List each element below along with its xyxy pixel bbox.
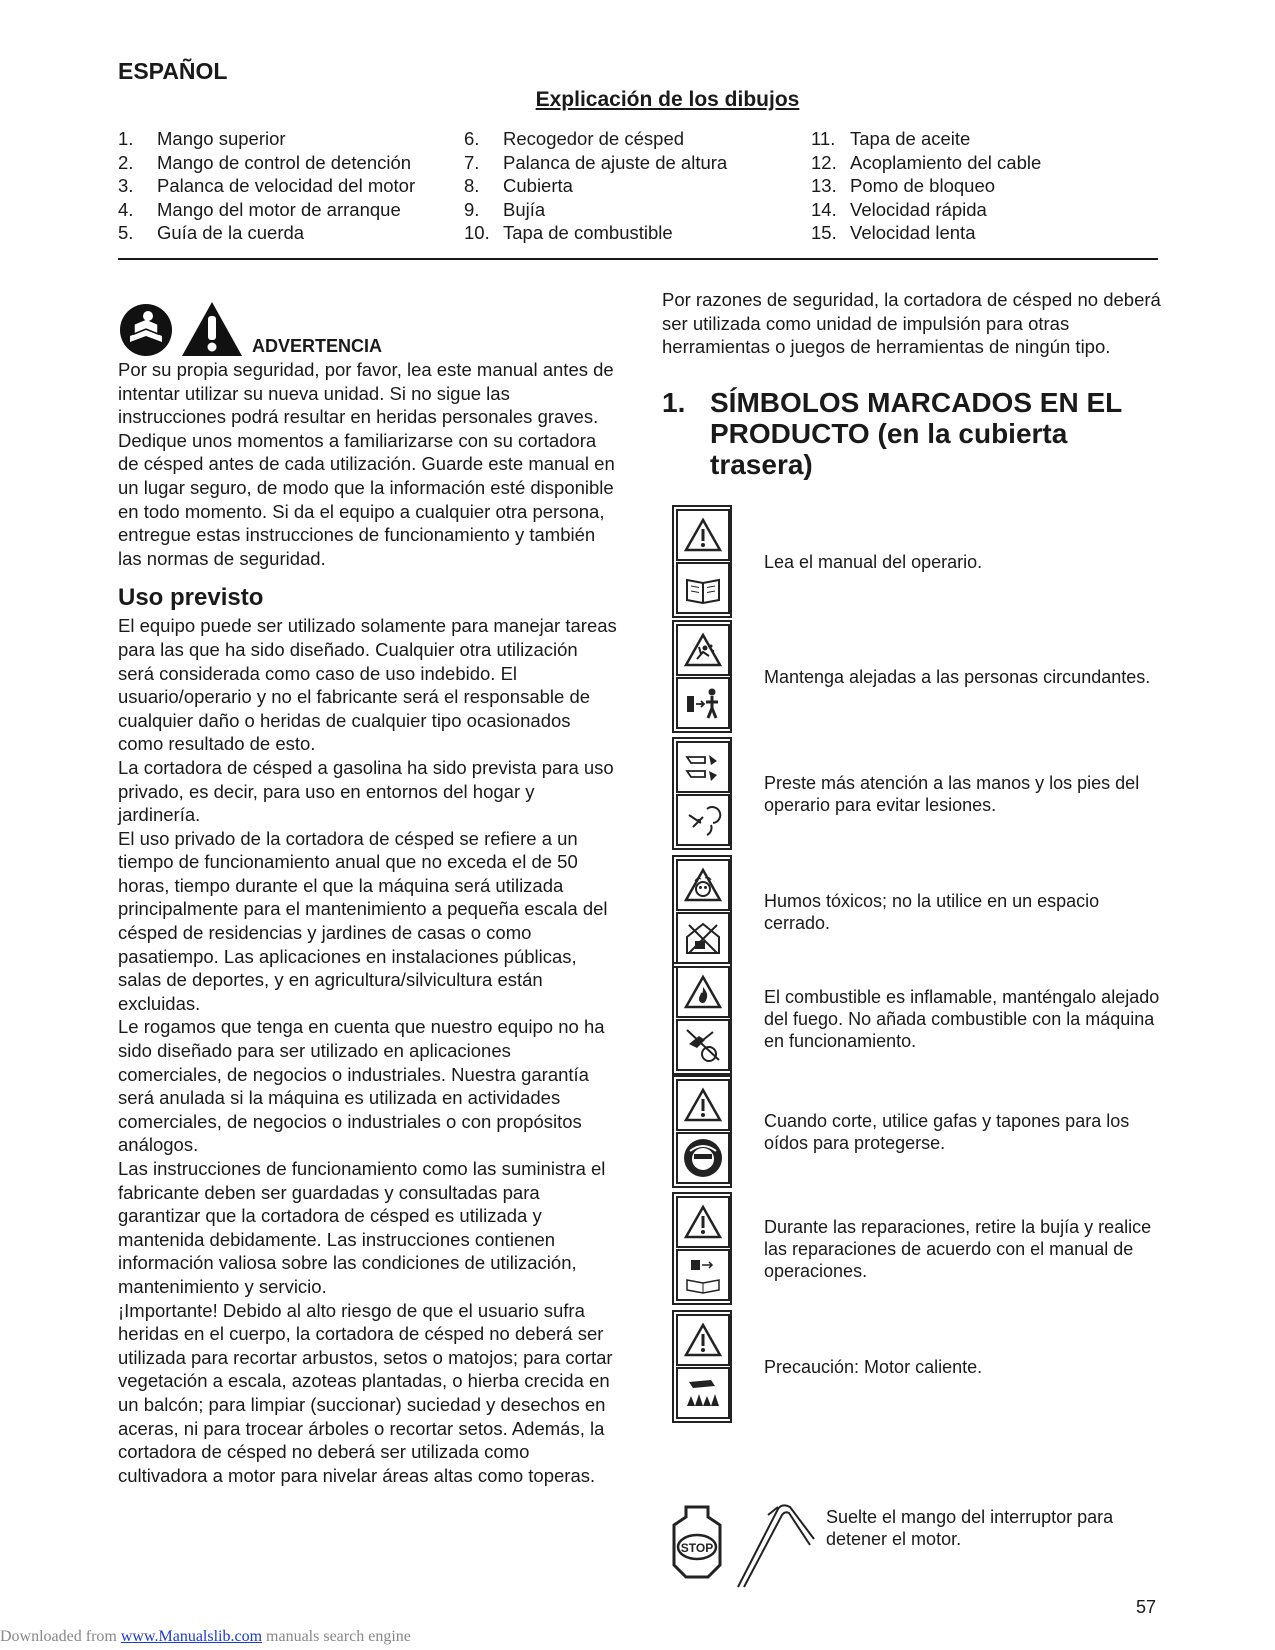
intended-use-paragraph: El uso privado de la cortadora de césped se refiere a un tiempo de funcionamiento anual que no exceda el de 50 horas, tiempo durante el que la máquina será utilizada principalmente para el mantenimiento a pequeña escala del césped de residencias y jardines de casas o como pasatiempo. Las aplicaciones en instalaciones públicas, salas de deportes, y en agricultura/silvicultura están excluidas. (118, 827, 608, 1014)
symbol-icon-group (672, 855, 732, 968)
legend-column-2 (464, 127, 811, 245)
legend-item: 4. Mango del motor de arranque (118, 198, 401, 220)
stop-description: Suelte el mango del interruptor para detener el motor. (826, 1507, 1114, 1549)
safety-intro-text: Por razones de seguridad, la cortadora de césped no deberá ser utilizada como unidad de impulsión para otras herramientas o juegos de herramientas de ningún tipo. (662, 289, 1161, 358)
symbol-row (672, 855, 1172, 968)
warning-triangle-icon (676, 1314, 730, 1366)
symbol-icon-group (672, 620, 732, 733)
hands-blade-icon (676, 741, 730, 793)
legend-item: 8. Cubierta (464, 175, 573, 196)
section-divider (118, 258, 1158, 260)
legend-item: 13. Pomo de bloqueo (811, 175, 996, 196)
right-column (662, 288, 1162, 480)
no-enclosed-space-icon (676, 912, 730, 964)
intended-use-paragraph: Le rogamos que tenga en cuenta que nuestro equipo no ha sido diseñado para ser utilizado en aplicaciones comerciales, de negocios o industriales. Nuestra garantía será anulada si la máquina es utilizada en actividades comerciales, de negocios o industriales o con propósitos análogos. (118, 1016, 605, 1156)
thrown-objects-warning-icon (676, 624, 730, 676)
symbol-icon-group (672, 1075, 732, 1188)
symbol-description: Lea el manual del operario. (764, 551, 983, 572)
legend-item: 1. Mango superior (118, 128, 286, 149)
stop-symbol-row (668, 1500, 1168, 1590)
keep-distance-icon (676, 677, 730, 729)
warning-text: Por su propia seguridad, por favor, lea este manual antes de intentar utilizar su nueva unidad. Si no sigue las instrucciones podrá resultar en heridas personales graves. Dedique unos momentos a familiarizarse con su cortadora de césped antes de cada utilización. Guarde este manual en un lugar seguro, de modo que la información esté disponible en todo momento. Si da el equipo a cualquier otra persona, entregue estas instrucciones de funcionamiento y también las normas de seguridad. (118, 359, 615, 569)
symbol-row (672, 1310, 1172, 1423)
legend-item: 11. Tapa de aceite (811, 128, 971, 149)
symbol-row (672, 737, 1172, 850)
manualslib-link[interactable]: www.Manualslib.com (120, 1628, 263, 1645)
legend-column-3 (811, 127, 1041, 245)
drawing-legend (118, 127, 1158, 245)
legend-item: 12. Acoplamiento del cable (811, 151, 1042, 173)
symbol-icon-group (672, 962, 732, 1075)
intended-use-paragraph: ¡Importante! Debido al alto riesgo de que el usuario sufra heridas en el cuerpo, la cortadora de césped no deberá ser utilizada para recortar arbustos, setos o matojos; para cortar vegetación a escala, azoteas plantadas, o hierba crecida en un balcón; para limpiar (succionar) suciedad y desechos en aceras, ni para trocear árboles o recortar setos. Además, la cortadora de césped no deberá ser utilizada como cultivadora a motor para nivelar áreas altas como toperas. (118, 1299, 613, 1486)
legend-item: 9. Bujía (464, 198, 546, 220)
hot-surface-icon (676, 1367, 730, 1419)
legend-column-1 (118, 127, 464, 245)
legend-item: 15. Velocidad lenta (811, 222, 976, 243)
symbol-icon-group (672, 505, 732, 618)
feet-blade-icon (676, 794, 730, 846)
intended-use-paragraph: Las instrucciones de funcionamiento como las suministra el fabricante deben ser guardadas y consultadas para garantizar que la cortadora de césped es utilizada y mantenida debidamente. Las instrucciones contienen información valiosa sobre las condiciones de utilización, mantenimiento y servicio. (118, 1158, 606, 1297)
toxic-fumes-icon (676, 859, 730, 911)
flammable-warning-icon (676, 966, 730, 1018)
legend-item: 14. Velocidad rápida (811, 198, 987, 220)
intended-use-heading: Uso previsto (118, 584, 264, 612)
download-footer: Downloaded from www.Manualslib.com manuals search engine (0, 1628, 411, 1645)
symbol-icon-group (672, 1310, 732, 1423)
read-manual-icon (118, 302, 174, 358)
no-refuel-running-icon (676, 1019, 730, 1071)
symbol-description: Humos tóxicos; no la utilice en un espacio cerrado. (764, 890, 1100, 933)
symbol-row (672, 962, 1172, 1075)
symbol-row (672, 1075, 1172, 1188)
left-column (118, 298, 618, 1487)
symbol-row (672, 505, 1172, 618)
warning-triangle-icon (676, 509, 730, 561)
symbol-description: Durante las reparaciones, retire la bujía y realice las reparaciones de acuerdo con el manual de operaciones. (764, 1216, 1152, 1281)
open-manual-icon (676, 562, 730, 614)
symbol-row (672, 1192, 1172, 1305)
stop-badge: STOP (680, 1541, 714, 1555)
warning-label: ADVERTENCIA (252, 336, 383, 356)
intended-use-paragraph: La cortadora de césped a gasolina ha sido prevista para uso privado, es decir, para uso en entornos del hogar y jardinería. (118, 756, 614, 826)
section-1-heading: 1. SÍMBOLOS MARCADOS EN EL PRODUCTO (en la cubierta trasera) (662, 386, 1122, 480)
symbol-icon-group (672, 1192, 732, 1305)
warning-triangle-icon (676, 1079, 730, 1131)
symbol-description: El combustible es inflamable, manténgalo alejado del fuego. No añada combustible con la máquina en funcionamiento. (764, 986, 1160, 1051)
language-heading: ESPAÑOL (118, 58, 228, 84)
symbol-row (672, 620, 1172, 733)
eye-ear-protection-icon (676, 1132, 730, 1184)
symbol-description: Preste más atención a las manos y los pies del operario para evitar lesiones. (764, 772, 1140, 815)
legend-item: 3. Palanca de velocidad del motor (118, 175, 416, 196)
stop-handle-icon (668, 1499, 818, 1591)
legend-item: 2. Mango de control de detención (118, 151, 412, 173)
legend-item: 7. Palanca de ajuste de altura (464, 151, 728, 173)
symbol-description: Cuando corte, utilice gafas y tapones para los oídos para protegerse. (764, 1110, 1130, 1153)
warning-triangle-icon (676, 1196, 730, 1248)
legend-item: 6. Recogedor de césped (464, 128, 685, 149)
symbol-icon-group (672, 737, 732, 850)
page-number: 57 (1136, 1597, 1157, 1617)
symbol-description: Precaución: Motor caliente. (764, 1356, 983, 1377)
legend-title: Explicación de los dibujos (535, 88, 800, 111)
legend-item: 10. Tapa de combustible (464, 222, 673, 243)
warning-header (118, 298, 618, 358)
intended-use-paragraph: El equipo puede ser utilizado solamente para manejar tareas para las que ha sido diseñado. Cualquier otra utilización será considerada como caso de uso indebido. El usuario/operario y no el fabricante será el responsable de cualquier daño o heridas de cualquier tipo ocasionados como resultado de esto. (118, 615, 617, 755)
spark-plug-manual-icon (676, 1249, 730, 1301)
warning-triangle-icon (180, 300, 244, 358)
legend-item: 5. Guía de la cuerda (118, 222, 305, 243)
symbol-description: Mantenga alejadas a las personas circundantes. (764, 666, 1151, 687)
